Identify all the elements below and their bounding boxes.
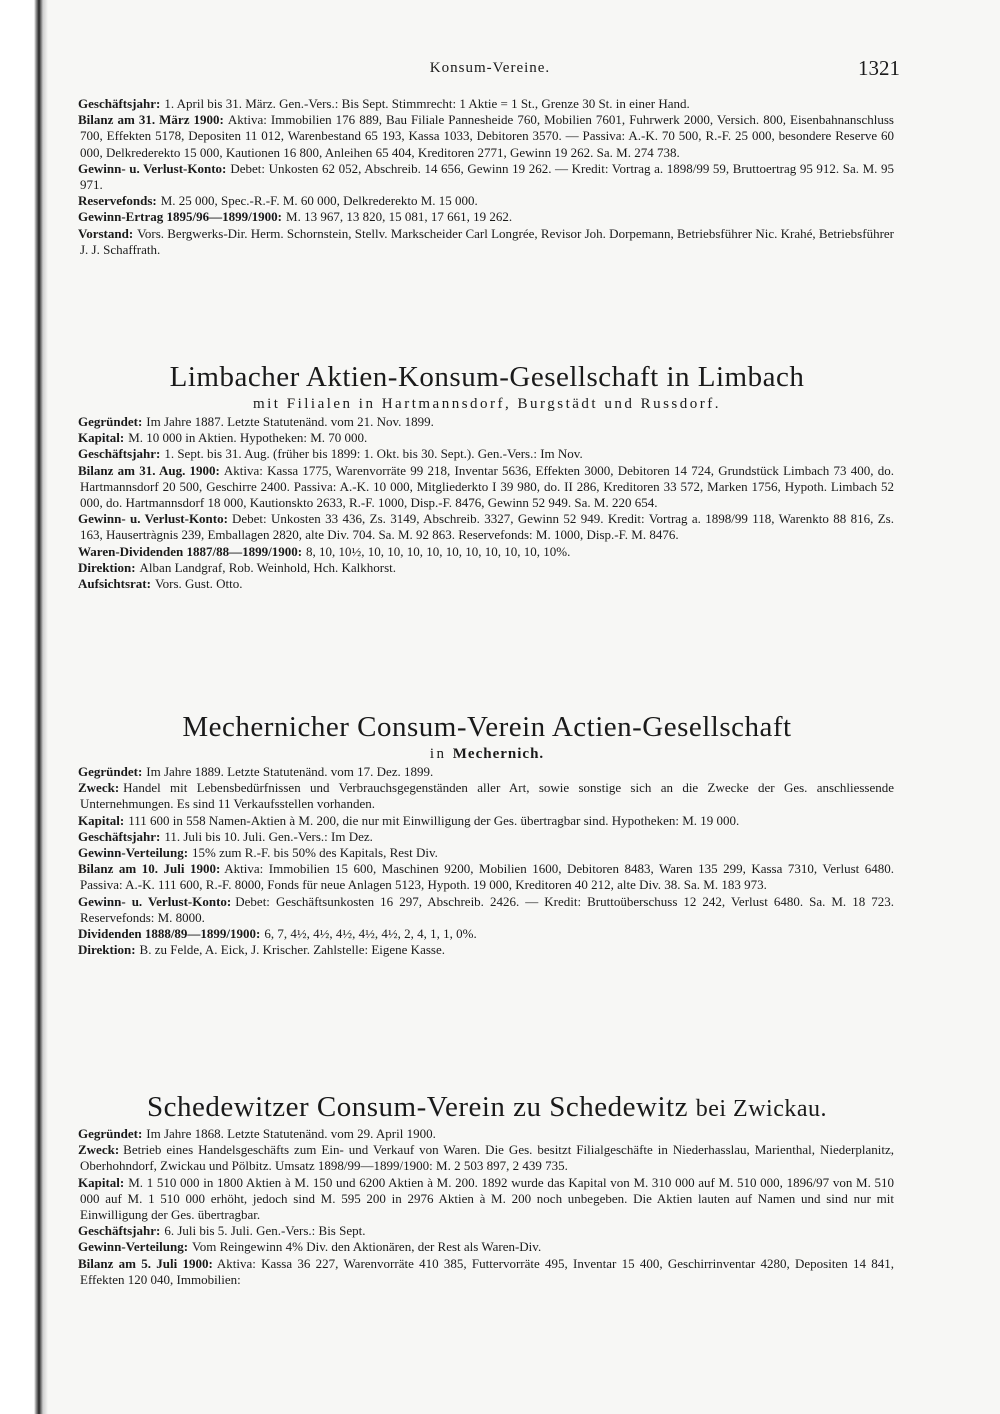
entry-waren-dividenden: Waren-Dividenden 1887/88—1899/1900: 8, 10, 10½, 10, 10, 10, 10, 10, 10, 10, 10, 10, 10%. [78,543,571,559]
entry-kapital: Kapital: 111 600 in 558 Namen-Aktien à M. 200, die nur mit Einwilligung der Ges. übertragbar sind. Hypotheken: M. 19 000. [78,812,740,828]
company-title-suffix: bei Zwickau. [695,1096,828,1122]
entry-aufsichtsrat: Aufsichtsrat: Vors. Gust. Otto. [78,576,243,592]
company-title: Limbacher Aktien-Konsum-Gesellschaft in Limbach [169,361,805,393]
entry-geschaeftsjahr: Geschäftsjahr: 1. Sept. bis 31. Aug. (früher bis 1899: 1. Okt. bis 30. Sept.). Gen.-Vers.: Im Nov. [78,446,583,462]
running-head [80,58,900,84]
company-schedewitz-section [80,1090,894,1288]
entry-gegruendet: Gegründet: Im Jahre 1887. Letzte Statutenänd. vom 21. Nov. 1899. [78,414,434,429]
entry-zweck: Zweck: Betrieb eines Handelsgeschäfts zum Ein- und Verkauf von Waren. Die Ges. besitzt Filialgeschäfte in Niederhasslau, Marienthal, Niederplanitz, Oberhohndorf, Zwickau und Pölbitz. Umsatz 1898/99—1899/1900: M. 2 503 897, 2 439 735. [78,1142,894,1174]
running-head-title: Konsum-Vereine. [429,60,551,76]
prev-company-section [80,96,894,258]
entry-gewinn-verlust: Gewinn- u. Verlust-Konto: Debet: Unkosten 33 436, Zs. 3149, Abschreib. 3327, Gewinn 52 949. Kredit: Vortrag a. 1898/99 118, Warenkto 88 816, Zs. 163, Hausertràgnis 239, Emballagen 2820, alte Div. 704. Sa. M. 92 863. Reservefonds: M. 1000, Disp.-F. M. 8476. [78,511,894,543]
entry-kapital: Kapital: M. 1 510 000 in 1800 Aktien à M. 150 und 6200 Aktien à M. 200. 1892 wurde das Kapital von M. 310 000 auf M. 510 000, 1896/97 von M. 510 000 auf M. 1 510 000 erhöht, jedoch sind M. 595 200 in 2976 Aktien à M. 200 noch unbegeben. Die Aktien lauten auf Namen und sind nur mit Einwilligung der Ges. übertragbar. [78,1174,894,1223]
company-place: Mechernich. [452,746,545,762]
entry-kapital: Kapital: M. 10 000 in Aktien. Hypotheken: M. 70 000. [78,430,368,446]
entry-bilanz: Bilanz am 5. Juli 1900: Aktiva: Kassa 36 227, Warenvorräte 410 385, Futtervorräte 495, Inventar 15 400, Geschirrinventar 4280, Depositen 14 841, Effekten 120 040, Immobilien: [78,1255,895,1287]
entry-vorstand: Vorstand: Vors. Bergwerks-Dir. Herm. Schornstein, Stellv. Markscheider Carl Longrée, Revisor Joh. Dorpemann, Betriebsführer Nic. Krahé, Betriebsführer J. J. Schaffrath. [78,225,894,257]
entry-gegruendet: Gegründet: Im Jahre 1868. Letzte Statutenänd. vom 29. April 1900. [78,1126,436,1141]
entry-bilanz: Bilanz am 31. März 1900: Aktiva: Immobilien 176 889, Bau Filiale Pannesheide 760, Mobilien 7601, Fuhrwerk 2000, Versich. 800, Eisenbahnanschluss 700, Effekten 5178, Depositen 11 012, Warenbestand 65 193, Kassa 1033, Debitoren 3570. — Passiva: A.-K. 70 500, R.-F. 25 000, besondere Reserve 60 000, Delkrederekto 15 000, Kautionen 16 800, Anleihen 65 404, Kreditoren 2771, Gewinn 19 262. Sa. M. 274 738. [78,112,894,160]
entry-bilanz: Bilanz am 31. Aug. 1900: Aktiva: Kassa 1775, Warenvorräte 99 218, Inventar 5636, Effekten 3000, Debitoren 14 724, Grundstück Limbach 73 400, do. Hartmannsdorf 20 500, Geschirre 2400. Passiva: A.-K. 10 000, Mitgliederkto I 39 980, do. II 286, Kreditoren 33 572, Marken 1756, Hypoth. Limbach 52 000, do. Hartmannsdorf 18 000, Kautionskto 2633, R.-F. 1000, Disp.-F. 8476, Gewinn 52 949. Sa. M. 220 654. [78,462,894,511]
entry-gewinn-verlust: Gewinn- u. Verlust-Konto: Debet: Geschäftsunkosten 16 297, Abschreib. 2426. — Kredit: Bruttoüberschuss 12 242, Verlust 6480. Sa. M. 18 723. Reservefonds: M. 8000. [78,893,894,925]
company-subtitle: in Mechernich. [429,746,545,762]
entry-geschaeftsjahr: Geschäftsjahr: 6. Juli bis 5. Juli. Gen.-Vers.: Bis Sept. [78,1223,366,1239]
entry-geschaeftsjahr: Geschäftsjahr: 1. April bis 31. März. Gen.-Vers.: Bis Sept. Stimmrecht: 1 Aktie = 1 St., Grenze 30 St. in einer Hand. [78,96,690,111]
entry-reservefonds: Reservefonds: M. 25 000, Spec.-R.-F. M. 60 000, Delkrederekto M. 15 000. [78,193,478,209]
company-subtitle: mit Filialen in Hartmannsdorf, Burgstädt und Russdorf. [252,396,722,412]
entry-bilanz: Bilanz am 10. Juli 1900: Aktiva: Immobilien 15 600, Maschinen 9200, Mobilien 1600, Debitoren 8483, Waren 135 299, Kassa 7310, Verlust 6480. Passiva: A.-K. 111 600, R.-F. 8000, Fonds für neue Anlagen 5123, Hypoth. 19 000, Kreditoren 40 212, alte Div. 38. Sa. M. 183 973. [78,861,895,893]
page-number: 1321 [858,56,900,80]
entry-direktion: Direktion: Alban Landgraf, Rob. Weinhold, Hch. Kalkhorst. [78,559,397,575]
entry-gewinn-verteilung: Gewinn-Verteilung: Vom Reingewinn 4% Div. den Aktionären, der Rest als Waren-Div. [78,1239,542,1255]
entry-gegruendet: Gegründet: Im Jahre 1889. Letzte Statutenänd. vom 17. Dez. 1899. [78,764,434,779]
company-mechernich-section [80,710,894,958]
entry-direktion: Direktion: B. zu Felde, A. Eick, J. Krischer. Zahlstelle: Eigene Kasse. [78,942,445,958]
entry-gewinn-verlust: Gewinn- u. Verlust-Konto: Debet: Unkosten 62 052, Abschreib. 14 656, Gewinn 19 262. — Kredit: Vortrag a. 1898/99 59, Bruttoertrag 95 912. Sa. M. 95 971. [78,160,894,193]
entry-dividenden: Dividenden 1888/89—1899/1900: 6, 7, 4½, 4½, 4½, 4½, 4½, 2, 4, 1, 1, 0%. [78,926,477,942]
book-spine-edge [0,0,48,1414]
entry-gewinn-ertrag: Gewinn-Ertrag 1895/96—1899/1900: M. 13 967, 13 820, 15 081, 17 661, 19 262. [78,209,513,225]
entry-gewinn-verteilung: Gewinn-Verteilung: 15% zum R.-F. bis 50% des Kapitals, Rest Div. [78,845,438,861]
entry-geschaeftsjahr: Geschäftsjahr: 11. Juli bis 10. Juli. Gen.-Vers.: Im Dez. [78,828,373,844]
company-title: Schedewitzer Consum-Verein zu Schedewitz bei Zwickau. [146,1091,828,1123]
entry-zweck: Zweck: Handel mit Lebensbedürfnissen und Verbrauchsgegenständen aller Art, sowie sonstige sich an die Zwecke der Ges. anschliessende Unternehmungen. Es sind 11 Verkaufsstellen vorhanden. [78,780,894,812]
company-title: Mechernicher Consum-Verein Actien-Gesellschaft [182,711,792,743]
company-limbach-section [80,360,894,592]
